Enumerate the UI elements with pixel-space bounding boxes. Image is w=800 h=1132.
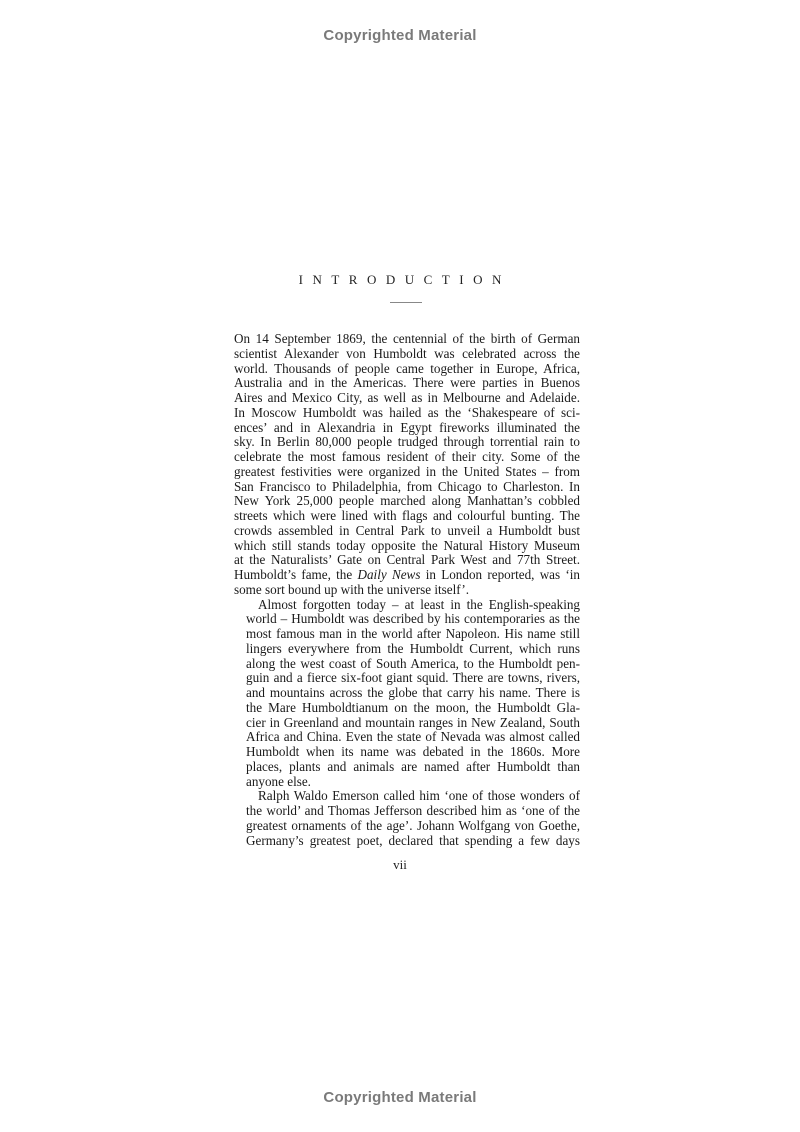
text-line: Aires and Mexico City, as well as in Melbourne and Adelaide.	[234, 390, 580, 405]
text-line: greatest festivities were organized in the United States – from	[234, 463, 580, 479]
text-line: ences’ and in Alexandria in Egypt fireworks illuminated the	[234, 419, 580, 435]
text-line	[234, 568, 580, 583]
text-line: sky. In Berlin 80,000 people trudged through torrential rain to	[234, 434, 580, 450]
text-line: greatest ornaments of the age’. Johann Wolfgang von Goethe,	[246, 817, 580, 833]
text-line: Humboldt when its name was debated in the 1860s. More	[246, 744, 580, 759]
text-line: the Mare Humboldtianum on the moon, the Humboldt Gla-	[246, 699, 580, 715]
text-line: and mountains across the globe that carry his name. There is	[246, 685, 580, 700]
text-line: Ralph Waldo Emerson called him ‘one of those wonders of	[258, 788, 580, 804]
title-rule	[390, 302, 422, 303]
text-line: the world’ and Thomas Jefferson described him as ‘one of the	[246, 803, 580, 818]
text-line: cier in Greenland and mountain ranges in New Zealand, South	[246, 714, 580, 730]
text-line: scientist Alexander von Humboldt was celebrated across the	[234, 345, 580, 361]
text-line: Almost forgotten today – at least in the English-speaking	[258, 596, 580, 612]
text-line: San Francisco to Philadelphia, from Chicago to Charleston. In	[234, 478, 580, 494]
chapter-title: INTRODUCTION	[298, 272, 511, 287]
text-line: Australia and in the Americas. There were parties in Buenos	[234, 375, 580, 391]
copyright-watermark-top: Copyrighted Material	[323, 27, 477, 44]
body-text	[234, 332, 580, 848]
text-line: Germany’s greatest poet, declared that spending a few days	[246, 832, 580, 848]
text-line: along the west coast of South America, to the Humboldt pen-	[246, 655, 580, 671]
text-line: crowds assembled in Central Park to unveil a Humboldt bust	[234, 522, 580, 538]
paragraph-1	[234, 332, 580, 598]
text-line: On 14 September 1869, the centennial of the birth of German	[234, 331, 580, 346]
text-line: New York 25,000 people marched along Manhattan’s cobbled	[234, 493, 580, 509]
text-line: guin and a fierce six-foot giant squid. There are towns, rivers,	[246, 670, 580, 686]
text-line: world. Thousands of people came together in Europe, Africa,	[234, 360, 580, 376]
text-line: which still stands today opposite the Natural History Museum	[234, 537, 580, 553]
text-run: in London reported, was ‘in	[420, 567, 580, 582]
text-line: In Moscow Humboldt was hailed as the ‘Shakespeare of sci-	[234, 404, 580, 420]
text-line: at the Naturalists’ Gate on Central Park West and 77th Street.	[234, 552, 580, 568]
text-run: Humboldt’s fame, the	[234, 567, 358, 582]
text-line: most famous man in the world after Napoleon. His name still	[246, 626, 580, 641]
text-line: Africa and China. Even the state of Nevada was almost called	[246, 729, 580, 745]
text-line: places, plants and animals are named after Humboldt than	[246, 758, 580, 774]
text-line: anyone else.	[246, 773, 311, 789]
newspaper-title: Daily News	[357, 567, 421, 582]
text-line: world – Humboldt was described by his contemporaries as the	[246, 611, 580, 627]
paragraph-3	[234, 789, 580, 848]
text-line: celebrate the most famous resident of their city. Some of the	[234, 449, 580, 464]
text-line: some sort bound up with the universe itself’.	[234, 581, 470, 597]
text-line: lingers everywhere from the Humboldt Current, which runs	[246, 640, 580, 656]
copyright-watermark-bottom: Copyrighted Material	[323, 1089, 477, 1106]
paragraph-2	[234, 598, 580, 790]
text-line: streets which were lined with flags and colourful bunting. The	[234, 508, 580, 523]
page-number: vii	[393, 857, 407, 872]
